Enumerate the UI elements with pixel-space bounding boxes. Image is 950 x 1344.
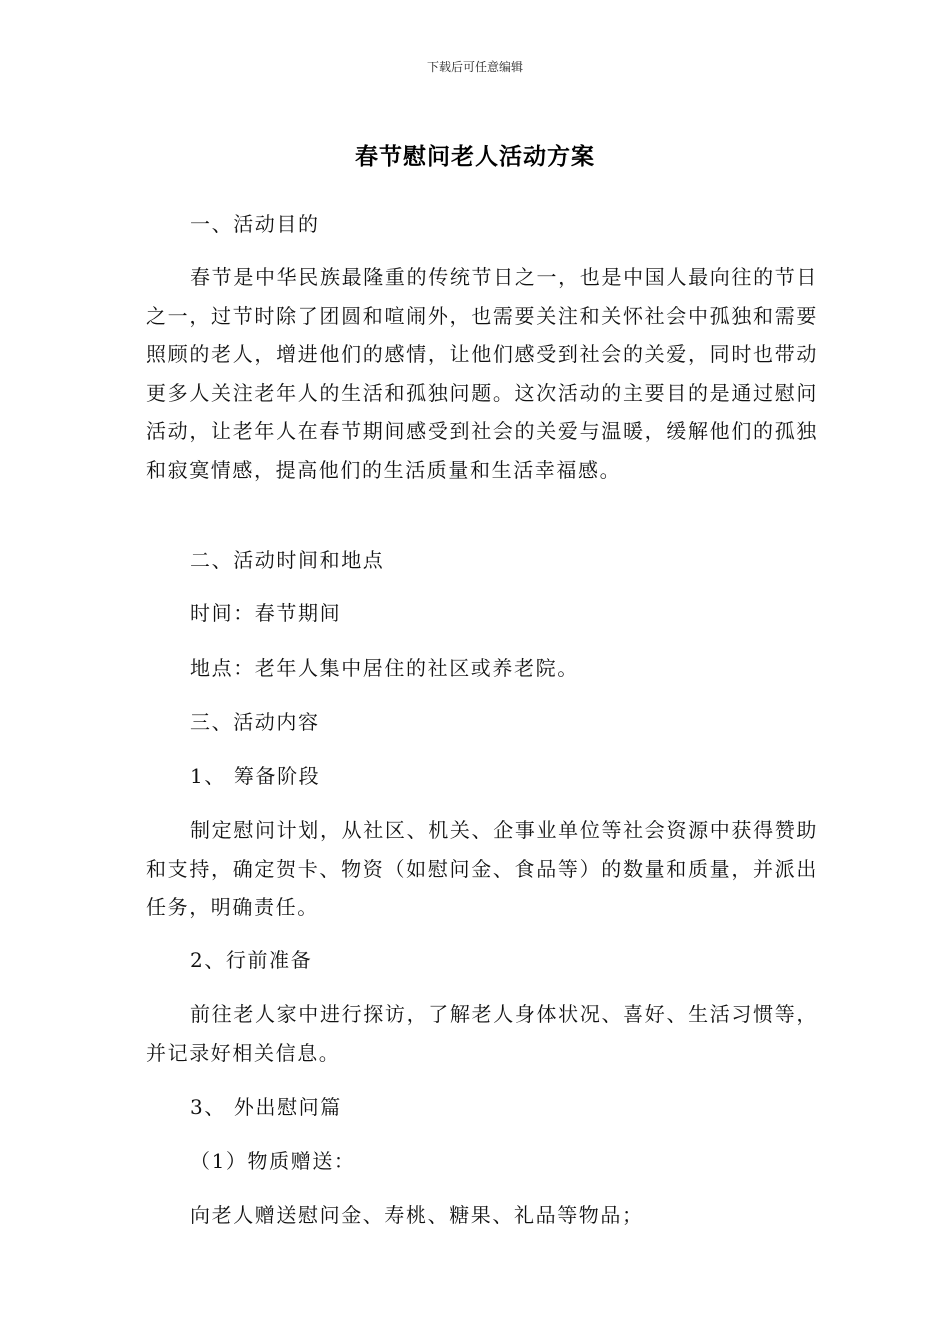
section-3-3-heading: 3、 外出慰问篇 [190,1095,342,1119]
section-3-3-1-heading: （1）物质赠送： [190,1149,356,1173]
section-3-3-1-paragraph: 向老人赠送慰问金、寿桃、糖果、礼品等物品； [190,1203,644,1227]
section-3-1-heading: 1、 筹备阶段 [190,764,321,788]
header-note: 下载后可任意编辑 [426,60,523,74]
section-2-time: 时间：春节期间 [190,601,342,625]
section-1-heading: 一、活动目的 [190,212,320,236]
page-title: 春节慰问老人活动方案 [355,144,595,170]
section-3-heading: 三、活动内容 [190,710,320,734]
section-2-heading: 二、活动时间和地点 [190,548,385,572]
section-1-paragraph: 春节是中华民族最隆重的传统节日之一，也是中国人最向往的节日之一，过节时除了团圆和喧闹外，也需要关注和关怀社会中孤独和需要照顾的老人，增进他们的感情，让他们感受到社会的关爱，同时也带动更多人关注老年人的生活和孤独问题。这次活动的主要目的是通过慰问活动，让老年人在春节期间感受到社会的关爱与温暖，缓解他们的孤独和寂寞情感，提高他们的生活质量和生活幸福感。 [146,265,818,482]
section-2-place: 地点：老年人集中居住的社区或养老院。 [190,656,579,680]
section-3-1-paragraph: 制定慰问计划，从社区、机关、企事业单位等社会资源中获得赞助和支持，确定贺卡、物资（如慰问金、食品等）的数量和质量，并派出任务，明确责任。 [146,818,818,919]
section-3-2-paragraph: 前往老人家中进行探访，了解老人身体状况、喜好、生活习惯等，并记录好相关信息。 [146,1002,818,1065]
section-3-2-heading: 2、行前准备 [190,948,313,972]
